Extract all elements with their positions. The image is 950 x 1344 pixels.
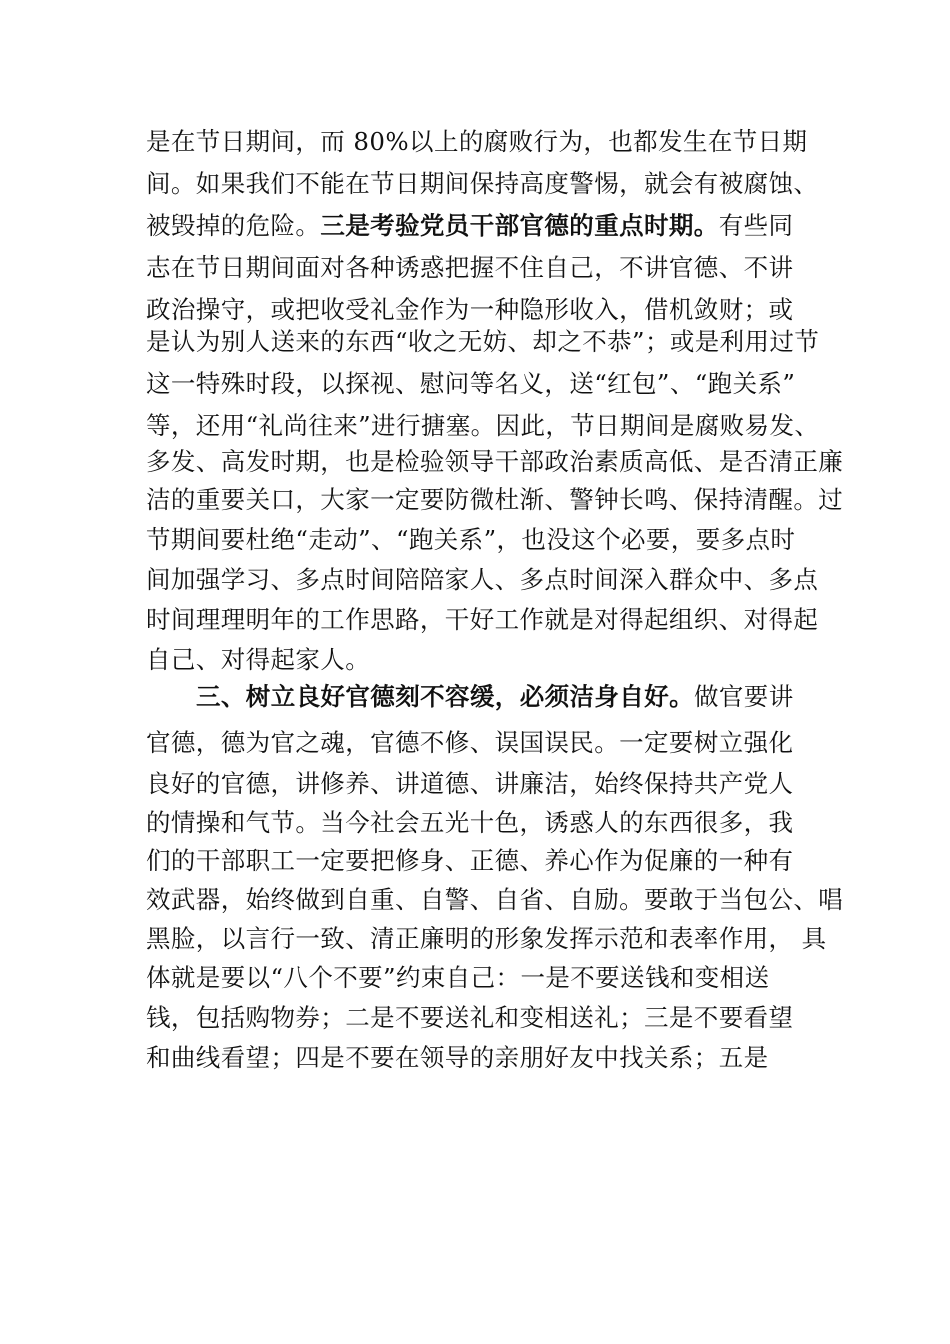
section-heading: 三、树立良好官德刻不容缓，必须洁身自好。	[196, 682, 694, 711]
text-line: 洁的重要关口，大家一定要防微杜渐、警钟长鸣、保持清醒。过	[146, 485, 844, 514]
text-line: 自己、对得起家人。	[146, 645, 371, 674]
text-line: 节期间要杜绝“走动”、“跑关系”，也没这个必要，要多点时	[146, 525, 796, 554]
text-line: 黑脸，以言行一致、清正廉明的形象发挥示范和表率作用， 具	[146, 924, 827, 953]
text-line: 良好的官德，讲修养、讲道德、讲廉洁，始终保持共产党人	[146, 769, 794, 798]
text-line: 体就是要以“八个不要”约束自己：一是不要送钱和变相送	[146, 963, 770, 992]
text-line: 志在节日期间面对各种诱惑把握不住自己，不讲官德、不讲	[146, 253, 794, 282]
text-line: 和曲线看望；四是不要在领导的亲朋好友中找关系；五是	[146, 1043, 769, 1072]
text-run: 做官要讲	[694, 682, 794, 711]
text-run: 有些同	[718, 211, 794, 240]
text-line: 的情操和气节。当今社会五光十色，诱惑人的东西很多，我	[146, 808, 794, 837]
text-line: 间。如果我们不能在节日期间保持高度警惕，就会有被腐蚀、	[146, 169, 819, 198]
text-line: 效武器，始终做到自重、自警、自省、自励。要敢于当包公、唱	[146, 885, 844, 914]
text-line: 们的干部职工一定要把修身、正德、养心作为促廉的一种有	[146, 846, 794, 875]
text-line: 这一特殊时段，以探视、慰问等名义，送“红包”、“跑关系”	[146, 369, 796, 398]
text-line: 是在节日期间，而 80%以上的腐败行为，也都发生在节日期	[146, 127, 808, 156]
text-line	[146, 211, 793, 241]
text-line: 是认为别人送来的东西“收之无妨、却之不恭”；或是利用过节	[146, 327, 820, 356]
text-line: 时间理理明年的工作思路，干好工作就是对得起组织、对得起	[146, 605, 819, 634]
text-run: 被毁掉的危险。	[146, 211, 321, 240]
text-line: 钱，包括购物券；二是不要送礼和变相送礼；三是不要看望	[146, 1003, 794, 1032]
text-line: 间加强学习、多点时间陪陪家人、多点时间深入群众中、多点	[146, 565, 819, 594]
text-line: 等，还用“礼尚往来”进行搪塞。因此，节日期间是腐败易发、	[146, 411, 820, 440]
text-line: 政治操守，或把收受礼金作为一种隐形收入，借机敛财；或	[146, 295, 794, 324]
bold-emphasis: 三是考验党员干部官德的重点时期。	[320, 211, 719, 240]
text-line: 多发、高发时期，也是检验领导干部政治素质高低、是否清正廉	[146, 447, 844, 476]
text-line: 官德，德为官之魂，官德不修、误国误民。一定要树立强化	[146, 728, 794, 757]
text-line	[196, 682, 794, 712]
